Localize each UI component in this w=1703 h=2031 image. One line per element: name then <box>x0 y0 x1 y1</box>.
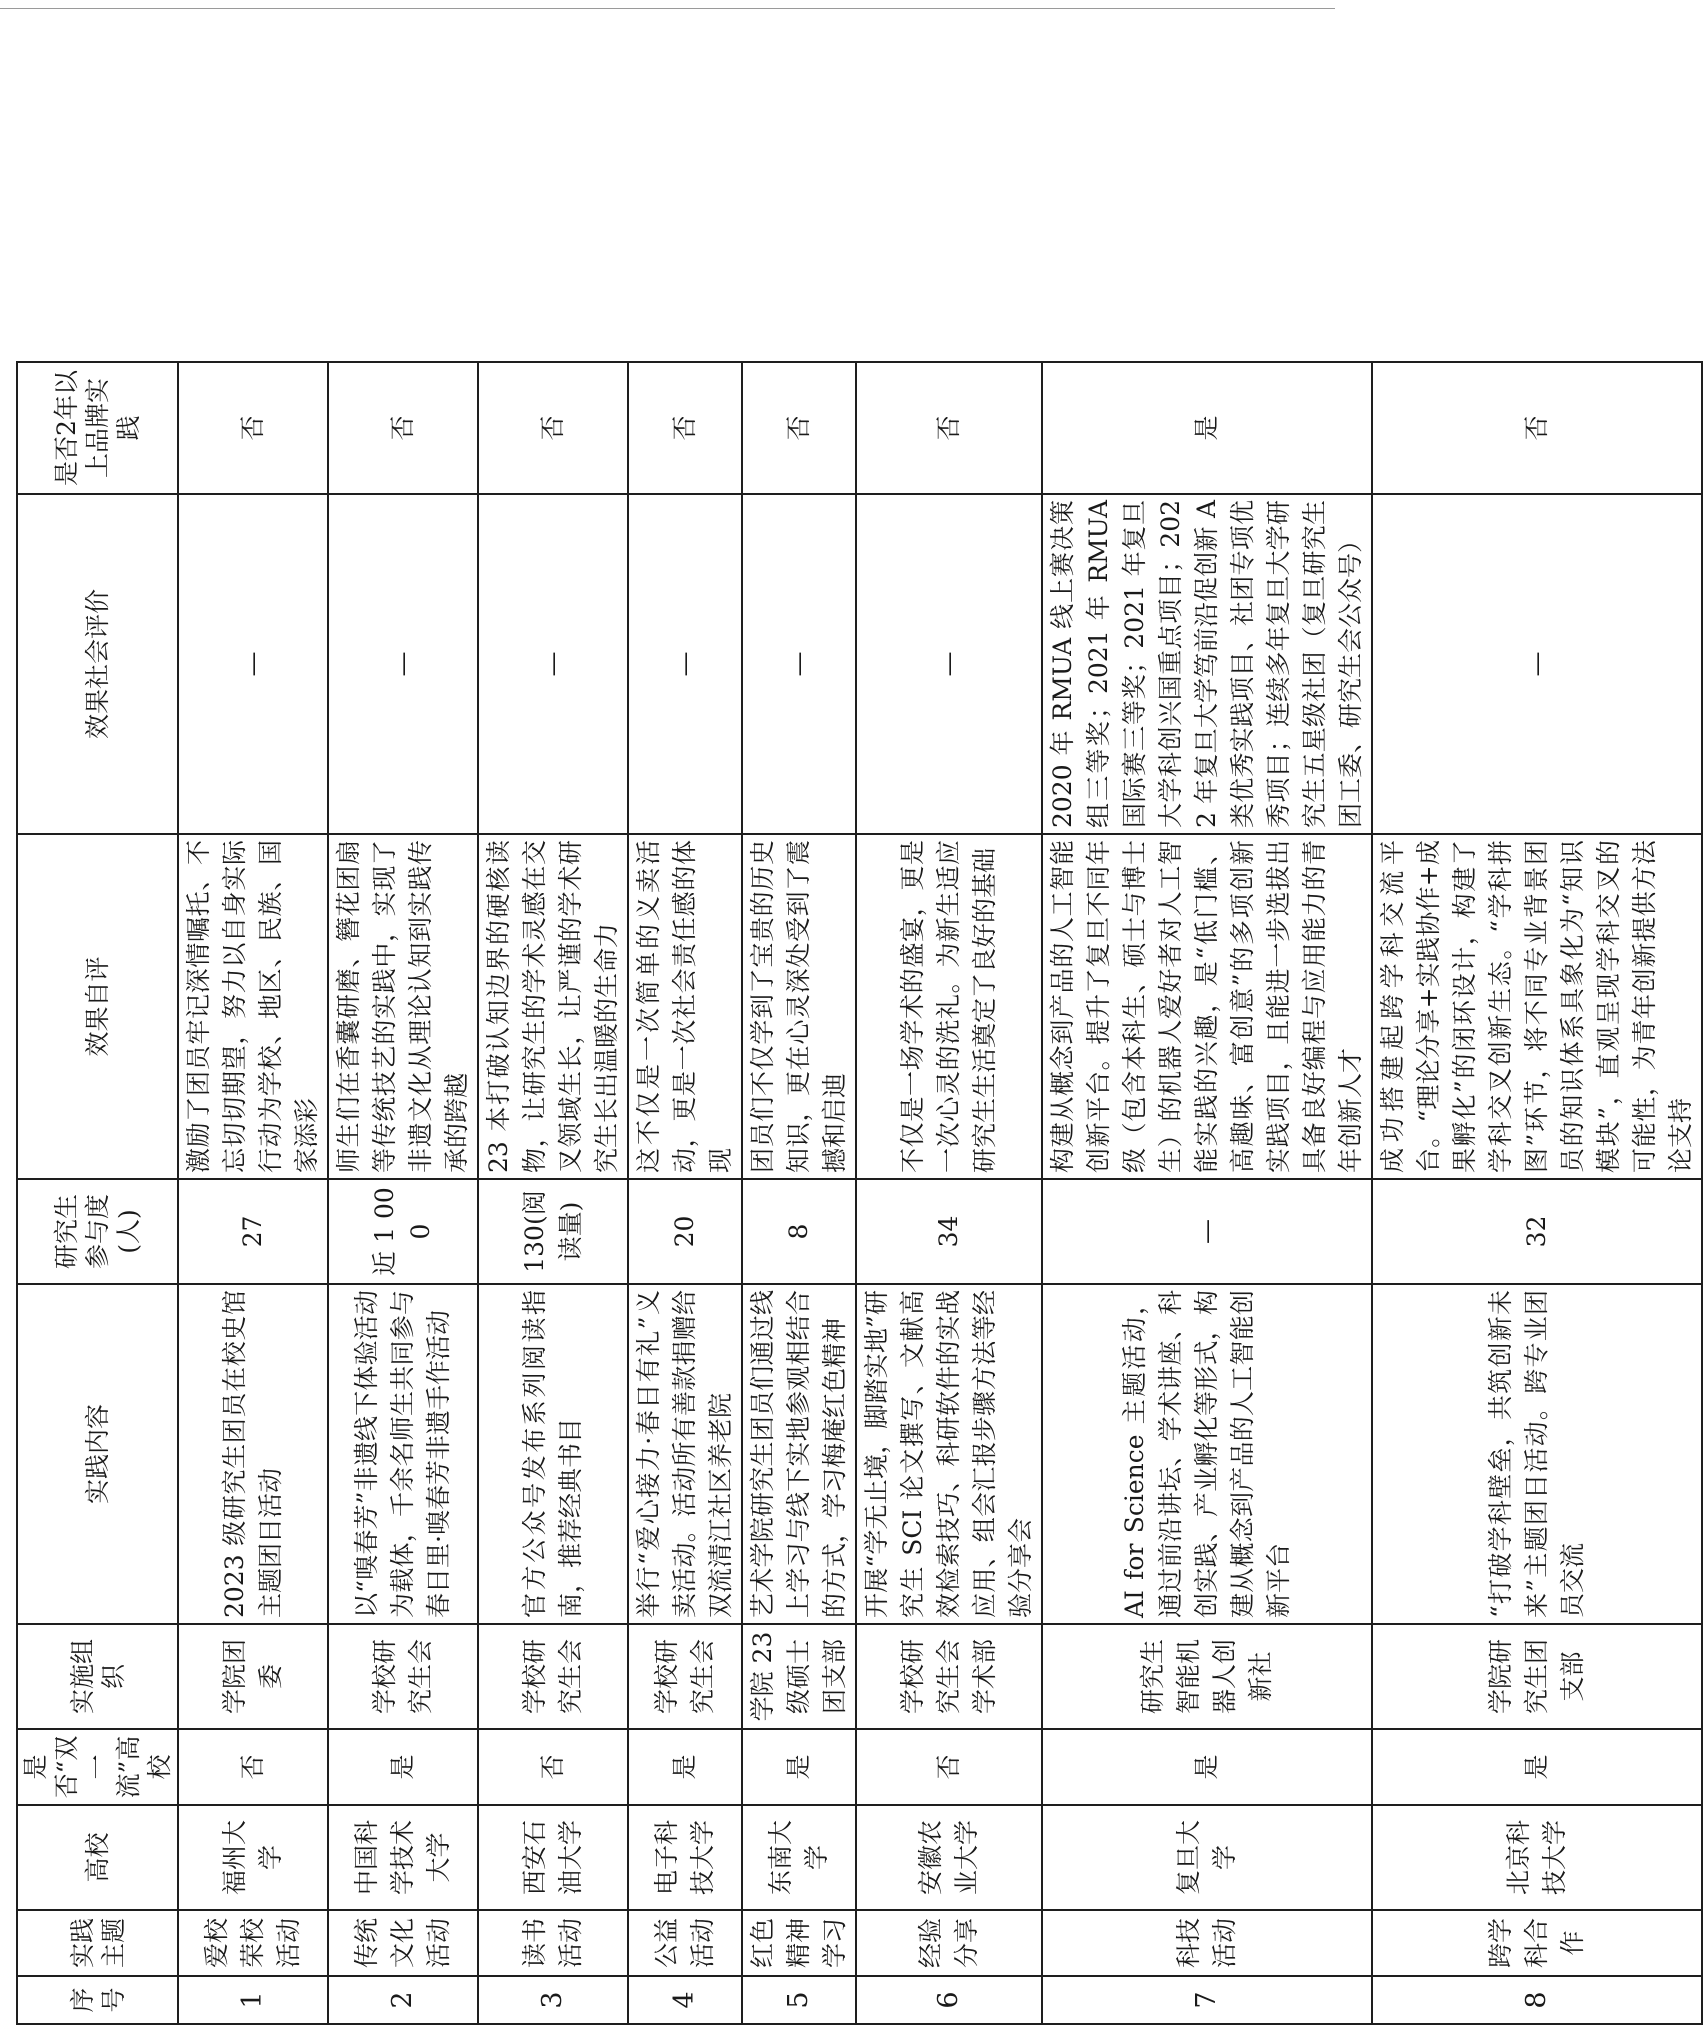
cell-no: 3 <box>478 1976 628 2024</box>
cell-participation: 近 1 000 <box>328 1179 478 1284</box>
cell-brand: 否 <box>856 362 1042 494</box>
table-row <box>1042 362 1372 2024</box>
cell-no: 2 <box>328 1976 478 2024</box>
cell-org: 研究生智能机器人创新社 <box>1042 1624 1372 1729</box>
cell-theme: 公益活动 <box>628 1910 742 1976</box>
table-row <box>628 362 742 2024</box>
cell-content: “打破学科壁垒，共筑创新未来”主题团日活动。跨专业团员交流 <box>1372 1284 1702 1624</box>
cell-theme: 科技活动 <box>1042 1910 1372 1976</box>
table-row <box>1372 362 1702 2024</box>
cell-org: 学校研究生会 <box>628 1624 742 1729</box>
cell-social-eval: 2020 年 RMUA 线上赛决策组三等奖；2021 年 RMUA 国际赛三等奖；2021 年复旦大学科创兴国重点项目；2022 年复旦大学笃前沿促创新 A 类优秀实践项目、社团专项优秀项目；连续多年复旦大学研究生五星级社团（复旦研究生团工委、研究生会公众号） <box>1042 494 1372 834</box>
cell-no: 8 <box>1372 1976 1702 2024</box>
cell-social-eval: — <box>742 494 856 834</box>
table-row <box>478 362 628 2024</box>
cell-theme: 读书活动 <box>478 1910 628 1976</box>
cell-self-eval: 团员们不仅学到了宝贵的历史知识，更在心灵深处受到了震撼和启迪 <box>742 834 856 1179</box>
cell-org: 学校研究生会学术部 <box>856 1624 1042 1729</box>
header-org: 实施组织 <box>17 1624 178 1729</box>
cell-school: 安徽农业大学 <box>856 1805 1042 1910</box>
cell-brand: 否 <box>328 362 478 494</box>
cell-self-eval: 师生们在香囊研磨、簪花团扇等传统技艺的实践中，实现了非遗文化从理论认知到实践传承的跨越 <box>328 834 478 1179</box>
cell-content: 2023 级研究生团员在校史馆主题团日活动 <box>178 1284 328 1624</box>
cell-school: 福州大学 <box>178 1805 328 1910</box>
cell-double-first: 否 <box>478 1729 628 1805</box>
cell-social-eval: — <box>328 494 478 834</box>
cell-participation: — <box>1042 1179 1372 1284</box>
cell-self-eval: 23 本打破认知边界的硬核读物，让研究生的学术灵感在交叉领域生长，让严谨的学术研究生长出温暖的生命力 <box>478 834 628 1179</box>
cell-theme: 经验分享 <box>856 1910 1042 1976</box>
cell-org: 学校研究生会 <box>328 1624 478 1729</box>
cell-school: 北京科技大学 <box>1372 1805 1702 1910</box>
cell-brand: 否 <box>478 362 628 494</box>
cell-org: 学校研究生会 <box>478 1624 628 1729</box>
table-row <box>328 362 478 2024</box>
cell-participation: 32 <box>1372 1179 1702 1284</box>
cell-content: 艺术学院研究生团员们通过线上学习与线下实地参观相结合的方式，学习梅庵红色精神 <box>742 1284 856 1624</box>
cell-double-first: 是 <box>1042 1729 1372 1805</box>
cell-self-eval: 激励了团员牢记深情嘱托、不忘切切期望，努力以自身实际行动为学校、地区、民族、国家添彩 <box>178 834 328 1179</box>
rotated-page <box>0 6 1695 2031</box>
cell-org: 学院团委 <box>178 1624 328 1729</box>
cell-participation: 20 <box>628 1179 742 1284</box>
header-brand: 是否2年以上品牌实践 <box>17 362 178 494</box>
cell-double-first: 是 <box>628 1729 742 1805</box>
header-content: 实践内容 <box>17 1284 178 1624</box>
cell-double-first: 是 <box>1372 1729 1702 1805</box>
cell-theme: 传统文化活动 <box>328 1910 478 1976</box>
cell-brand: 否 <box>178 362 328 494</box>
cell-social-eval: — <box>1372 494 1702 834</box>
cell-content: 官方公众号发布系列阅读指南，推荐经典书目 <box>478 1284 628 1624</box>
cell-brand: 是 <box>1042 362 1372 494</box>
cell-social-eval: — <box>628 494 742 834</box>
cell-no: 5 <box>742 1976 856 2024</box>
cell-content: 开展“学无止境，脚踏实地”研究生 SCI 论文撰写、文献高效检索技巧、科研软件的实战应用、组会汇报步骤方法等经验分享会 <box>856 1284 1042 1624</box>
cell-brand: 否 <box>628 362 742 494</box>
header-no: 序号 <box>17 1976 178 2024</box>
header-self-eval: 效果自评 <box>17 834 178 1179</box>
cell-participation: 130(阅读量) <box>478 1179 628 1284</box>
cell-double-first: 否 <box>178 1729 328 1805</box>
table-row <box>856 362 1042 2024</box>
cell-org: 学院 23 级硕士团支部 <box>742 1624 856 1729</box>
header-social-eval: 效果社会评价 <box>17 494 178 834</box>
cell-content: 以“嗅春芳”非遗线下体验活动为载体，千余名师生共同参与春日里·嗅春芳非遗手作活动 <box>328 1284 478 1624</box>
header-double-first: 是否“双一流”高校 <box>17 1729 178 1805</box>
cell-theme: 跨学科合作 <box>1372 1910 1702 1976</box>
cell-theme: 红色精神学习 <box>742 1910 856 1976</box>
table-header-row <box>17 362 178 2024</box>
cell-double-first: 是 <box>742 1729 856 1805</box>
cell-content: AI for Science 主题活动，通过前沿讲坛、学术讲座、科创实践、产业孵化等形式，构建从概念到产品的人工智能创新平台 <box>1042 1284 1372 1624</box>
cell-brand: 否 <box>1372 362 1702 494</box>
cell-no: 6 <box>856 1976 1042 2024</box>
practice-table <box>16 361 1703 2025</box>
cell-school: 西安石油大学 <box>478 1805 628 1910</box>
cell-school: 电子科技大学 <box>628 1805 742 1910</box>
table-row <box>742 362 856 2024</box>
cell-social-eval: — <box>478 494 628 834</box>
cell-participation: 34 <box>856 1179 1042 1284</box>
header-theme: 实践主题 <box>17 1910 178 1976</box>
cell-no: 7 <box>1042 1976 1372 2024</box>
cell-participation: 8 <box>742 1179 856 1284</box>
table-row <box>178 362 328 2024</box>
cell-school: 东南大学 <box>742 1805 856 1910</box>
cell-content: 举行“爱心接力·春日有礼”义卖活动。活动所有善款捐赠给双流清江社区养老院 <box>628 1284 742 1624</box>
cell-double-first: 是 <box>328 1729 478 1805</box>
cell-social-eval: — <box>856 494 1042 834</box>
cell-self-eval: 这不仅是一次简单的义卖活动，更是一次社会责任感的体现 <box>628 834 742 1179</box>
header-participation: 研究生参与度(人) <box>17 1179 178 1284</box>
cell-theme: 爱校荣校活动 <box>178 1910 328 1976</box>
cell-no: 1 <box>178 1976 328 2024</box>
cell-participation: 27 <box>178 1179 328 1284</box>
cell-org: 学院研究生团支部 <box>1372 1624 1702 1729</box>
cell-school: 中国科学技术大学 <box>328 1805 478 1910</box>
cell-brand: 否 <box>742 362 856 494</box>
cell-no: 4 <box>628 1976 742 2024</box>
cell-double-first: 否 <box>856 1729 1042 1805</box>
cell-self-eval: 构建从概念到产品的人工智能创新平台。提升了复旦不同年级（包含本科生、硕士与博士生）的机器人爱好者对人工智能实践的兴趣，是“低门槛、高趣味、富创意”的多项创新实践项目，且能进一步选拔出具备良好编程与应用能力的青年创新人才 <box>1042 834 1372 1179</box>
cell-school: 复旦大学 <box>1042 1805 1372 1910</box>
cell-self-eval: 成功搭建起跨学科交流平台。“理论分享+实践协作+成果孵化”的闭环设计，构建了学科交叉创新生态。“学科拼图”环节，将不同专业背景团员的知识体系具象化为“知识模块”，直观呈现学科交叉的可能性，为青年创新提供方法论支持 <box>1372 834 1702 1179</box>
cell-self-eval: 不仅是一场学术的盛宴，更是一次心灵的洗礼。为新生适应研究生生活奠定了良好的基础 <box>856 834 1042 1179</box>
cell-social-eval: — <box>178 494 328 834</box>
header-school: 高校 <box>17 1805 178 1910</box>
